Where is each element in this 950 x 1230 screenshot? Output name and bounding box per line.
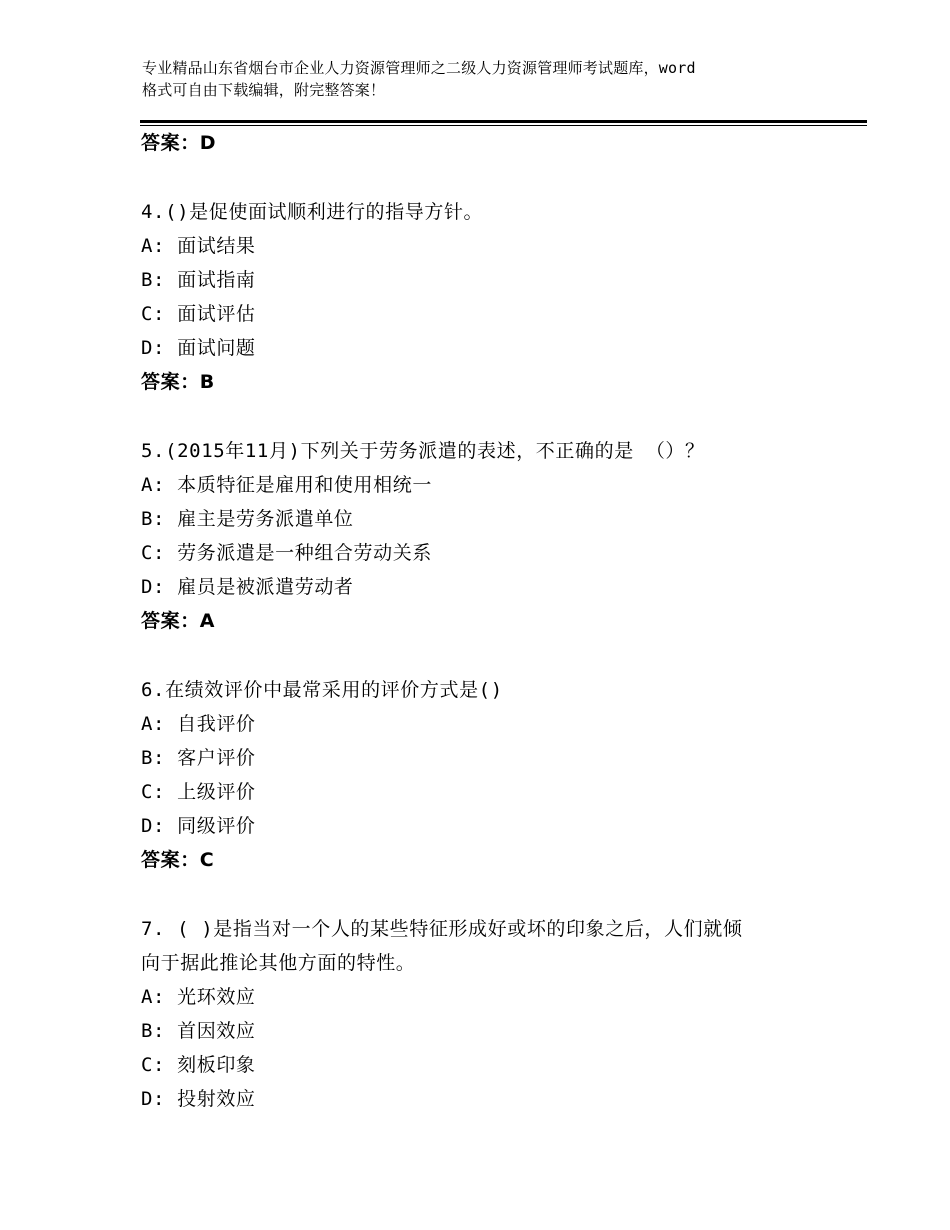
- option-d: D: 雇员是被派遣劳动者: [141, 576, 354, 598]
- question-stem: 6.在绩效评价中最常采用的评价方式是(): [141, 679, 503, 701]
- answer-label: 答案：C: [141, 849, 215, 871]
- option-c: C: 上级评价: [141, 781, 256, 803]
- answer-label: 答案：A: [141, 610, 216, 632]
- option-b: B: 客户评价: [141, 747, 256, 769]
- option-a: A: 面试结果: [141, 235, 256, 257]
- option-a: A: 自我评价: [141, 713, 256, 735]
- option-c: C: 劳务派遣是一种组合劳动关系: [141, 542, 432, 564]
- header-rule-thick: [140, 120, 867, 123]
- answer-label: 答案：D: [141, 132, 217, 154]
- option-a: A: 本质特征是雇用和使用相统一: [141, 474, 432, 496]
- option-b: B: 雇主是劳务派遣单位: [141, 508, 354, 530]
- option-c: C: 面试评估: [141, 303, 256, 325]
- question-stem: 5.(2015年11月)下列关于劳务派遣的表述，不正确的是 （）？: [141, 440, 705, 462]
- option-d: D: 同级评价: [141, 815, 256, 837]
- option-a: A: 光环效应: [141, 986, 256, 1008]
- question-stem: 7. ( )是指当对一个人的某些特征形成好或坏的印象之后，人们就倾: [141, 918, 743, 940]
- answer-label: 答案：B: [141, 371, 215, 393]
- option-b: B: 首因效应: [141, 1020, 256, 1042]
- document-header: [142, 57, 832, 101]
- option-d: D: 面试问题: [141, 337, 256, 359]
- header-rule-thin: [140, 125, 867, 126]
- question-stem-continued: 向于据此推论其他方面的特性。: [141, 952, 416, 974]
- option-b: B: 面试指南: [141, 269, 256, 291]
- header-line-2: 格式可自由下载编辑，附完整答案！: [142, 81, 386, 99]
- option-d: D: 投射效应: [141, 1088, 256, 1110]
- header-line-1: 专业精品山东省烟台市企业人力资源管理师之二级人力资源管理师考试题库，word: [142, 59, 696, 77]
- question-stem: 4.()是促使面试顺利进行的指导方针。: [141, 201, 484, 223]
- option-c: C: 刻板印象: [141, 1054, 256, 1076]
